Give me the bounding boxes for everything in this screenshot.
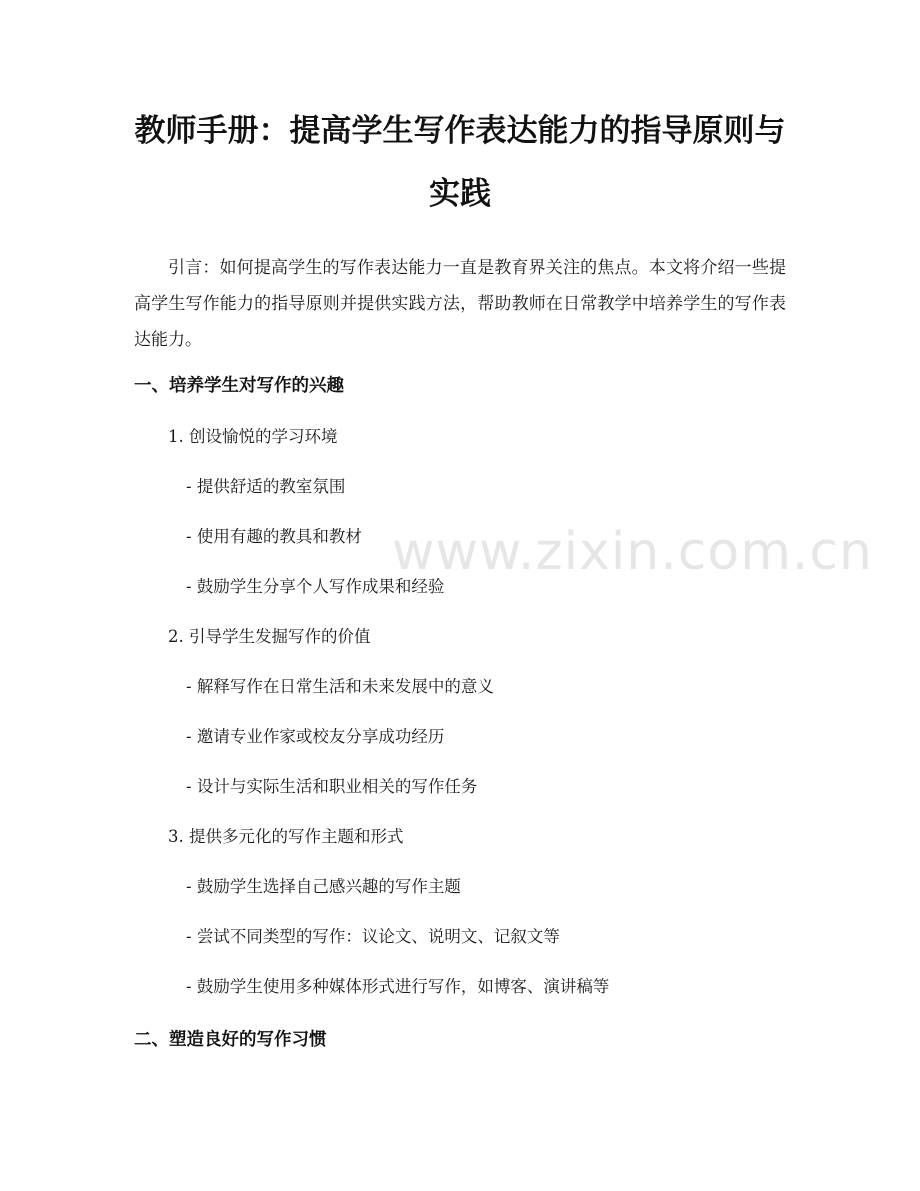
bullet-1-1: - 提供舒适的教室氛围 — [186, 477, 346, 496]
bullet-2-1: - 解释写作在日常生活和未来发展中的意义 — [186, 677, 494, 696]
list-item-3: 3. 提供多元化的写作主题和形式 — [168, 827, 404, 846]
list-item-1: 1. 创设愉悦的学习环境 — [168, 427, 338, 446]
document-title: 教师手册：提高学生写作表达能力的指导原则与实践 — [134, 113, 786, 212]
bullet-3-3: - 鼓励学生使用多种媒体形式进行写作，如博客、演讲稿等 — [186, 977, 610, 996]
intro-paragraph: 引言：如何提高学生的写作表达能力一直是教育界关注的焦点。本文将介绍一些提高学生写作能力的指导原则并提供实践方法，帮助教师在日常教学中培养学生的写作表达能力。 — [134, 258, 786, 350]
list-item-2: 2. 引导学生发掘写作的价值 — [168, 627, 371, 646]
bullet-3-1: - 鼓励学生选择自己感兴趣的写作主题 — [186, 877, 461, 896]
section-2-heading: 二、塑造良好的写作习惯 — [134, 1030, 327, 1050]
bullet-2-2: - 邀请专业作家或校友分享成功经历 — [186, 727, 445, 746]
bullet-3-2: - 尝试不同类型的写作：议论文、说明文、记叙文等 — [186, 927, 560, 946]
bullet-1-2: - 使用有趣的教具和教材 — [186, 527, 362, 546]
bullet-1-3: - 鼓励学生分享个人写作成果和经验 — [186, 577, 445, 596]
watermark: www.zixin.com.cn — [392, 522, 873, 582]
bullet-2-3: - 设计与实际生活和职业相关的写作任务 — [186, 777, 478, 796]
section-1-heading: 一、培养学生对写作的兴趣 — [134, 376, 344, 396]
